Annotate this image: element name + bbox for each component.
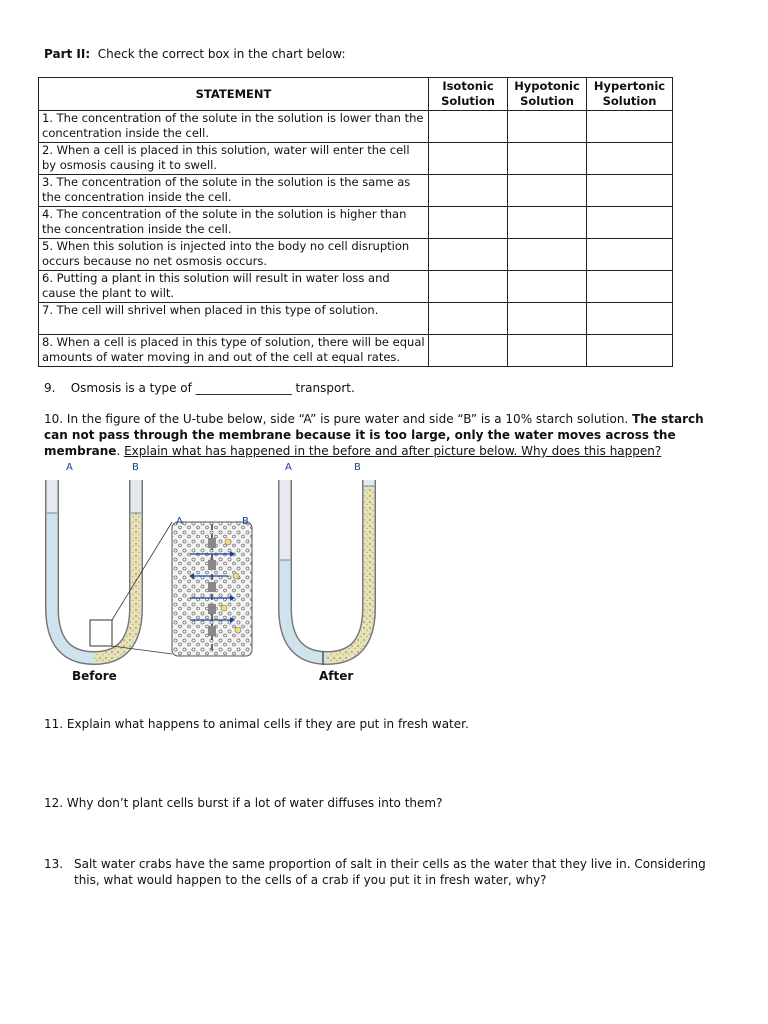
header-hypertonic — [587, 78, 673, 111]
hypotonic-checkbox[interactable] — [508, 335, 587, 367]
header-hypotonic-line1: Hypotonic — [514, 79, 580, 93]
after-label: After — [319, 669, 354, 683]
header-hypotonic — [508, 78, 587, 111]
question-text: In the figure of the U-tube below, side “A” is pure water and side “B” is a 10% starch solution. — [66, 412, 629, 426]
statement-cell: 6. Putting a plant in this solution will result in water loss and cause the plant to wilt. — [39, 271, 429, 303]
hypertonic-checkbox[interactable] — [587, 335, 673, 367]
question-text: Osmosis is a type of — [70, 381, 192, 395]
table-row — [39, 335, 673, 367]
table-row — [39, 271, 673, 303]
hypotonic-checkbox[interactable] — [508, 271, 587, 303]
table-row — [39, 207, 673, 239]
tube-label-a: A — [66, 462, 73, 473]
part-heading — [44, 47, 346, 61]
hypertonic-checkbox[interactable] — [587, 111, 673, 143]
isotonic-checkbox[interactable] — [429, 303, 508, 335]
table-row — [39, 175, 673, 207]
part-instruction: Check the correct box in the chart below: — [97, 47, 346, 61]
header-statement: STATEMENT — [39, 78, 429, 111]
hypotonic-checkbox[interactable] — [508, 111, 587, 143]
table-row — [39, 303, 673, 335]
header-isotonic — [429, 78, 508, 111]
question-number: 13. — [44, 857, 64, 871]
question-text: Salt water crabs have the same proportion of salt in their cells as the water that they live in. Considering this, what would happen to the cells of a crab if you put it in fresh water, why? — [74, 857, 706, 887]
header-isotonic-line1: Isotonic — [442, 79, 494, 93]
hypertonic-checkbox[interactable] — [587, 271, 673, 303]
isotonic-checkbox[interactable] — [429, 111, 508, 143]
isotonic-checkbox[interactable] — [429, 271, 508, 303]
chart-header-row — [39, 78, 673, 111]
part-label: Part II: — [44, 47, 91, 61]
hypotonic-checkbox[interactable] — [508, 207, 587, 239]
header-hypotonic-line2: Solution — [520, 94, 574, 108]
hypertonic-checkbox[interactable] — [587, 175, 673, 207]
header-hypertonic-line1: Hypertonic — [593, 79, 666, 93]
hypertonic-checkbox[interactable] — [587, 303, 673, 335]
statement-cell: 5. When this solution is injected into the body no cell disruption occurs because no net osmosis occurs. — [39, 239, 429, 271]
question-number: 10. — [44, 412, 64, 426]
membrane-zoom — [172, 522, 252, 656]
hypotonic-checkbox[interactable] — [508, 239, 587, 271]
isotonic-checkbox[interactable] — [429, 143, 508, 175]
question-11 — [44, 716, 469, 732]
question-12 — [44, 795, 442, 811]
table-row — [39, 111, 673, 143]
tube-label-a-after: A — [285, 462, 292, 473]
question-text: 12. Why don’t plant cells burst if a lot of water diffuses into them? — [44, 796, 443, 810]
statement-cell: 4. The concentration of the solute in the solution is higher than the concentration inside the cell. — [39, 207, 429, 239]
before-label: Before — [72, 669, 117, 683]
question-period: . — [116, 444, 121, 458]
question-text-end: transport. — [295, 381, 355, 395]
hypotonic-checkbox[interactable] — [508, 143, 587, 175]
tube-label-b: B — [132, 462, 139, 473]
u-tube-figure — [38, 458, 398, 690]
solution-chart — [38, 77, 673, 367]
statement-cell: 8. When a cell is placed in this type of solution, there will be equal amounts of water moving in and out of the cell at equal rates. — [39, 335, 429, 367]
question-10 — [44, 411, 724, 459]
hypotonic-checkbox[interactable] — [508, 303, 587, 335]
question-13 — [44, 856, 734, 888]
tube-label-b-after: B — [354, 462, 361, 473]
zoom-label-a: A — [176, 516, 183, 527]
question-text-bold: The starch can not pass through the membrane because it is too large, only the water moves across the membrane — [44, 412, 704, 458]
isotonic-checkbox[interactable] — [429, 175, 508, 207]
question-9 — [44, 380, 355, 396]
zoom-label-b: B — [242, 516, 249, 527]
after-u-tube — [280, 480, 374, 665]
question-prompt: Explain what has happened in the before and after picture below. Why does this happen? — [124, 444, 662, 458]
isotonic-checkbox[interactable] — [429, 239, 508, 271]
statement-cell: 1. The concentration of the solute in the solution is lower than the concentration inside the cell. — [39, 111, 429, 143]
header-hypertonic-line2: Solution — [602, 94, 657, 108]
hypertonic-checkbox[interactable] — [587, 239, 673, 271]
isotonic-checkbox[interactable] — [429, 207, 508, 239]
hypotonic-checkbox[interactable] — [508, 175, 587, 207]
isotonic-checkbox[interactable] — [429, 335, 508, 367]
statement-cell: 3. The concentration of the solute in the solution is the same as the concentration inside the cell. — [39, 175, 429, 207]
answer-blank[interactable]: ________________ — [195, 381, 292, 395]
table-row — [39, 239, 673, 271]
header-isotonic-line2: Solution — [441, 94, 495, 108]
statement-cell: 2. When a cell is placed in this solution, water will enter the cell by osmosis causing it to swell. — [39, 143, 429, 175]
before-u-tube — [47, 480, 172, 658]
hypertonic-checkbox[interactable] — [587, 143, 673, 175]
table-row — [39, 143, 673, 175]
statement-cell: 7. The cell will shrivel when placed in this type of solution. — [39, 303, 429, 335]
question-number: 9. — [44, 381, 56, 395]
question-text: 11. Explain what happens to animal cells if they are put in fresh water. — [44, 717, 469, 731]
hypertonic-checkbox[interactable] — [587, 207, 673, 239]
